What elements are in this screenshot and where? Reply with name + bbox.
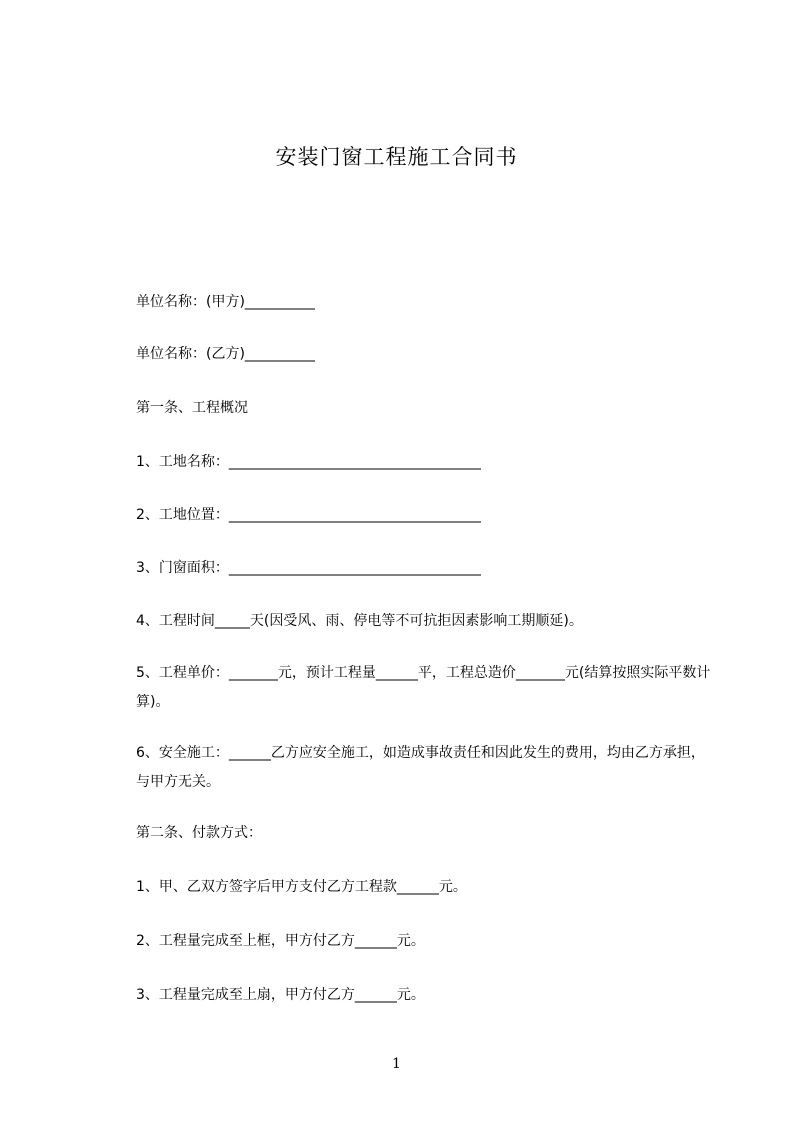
site-name-line: 1、工地名称：____________________________________ xyxy=(136,454,481,470)
article-1-heading: 第一条、工程概况 xyxy=(136,400,248,416)
payment-item-2: 2、工程量完成至上框，甲方付乙方______元。 xyxy=(136,933,425,949)
safety-paragraph: 6、安全施工：______乙方应安全施工，如造成事故责任和因此发生的费用，均由乙方承担，与甲方无关。 xyxy=(136,745,705,790)
page-number: 1 xyxy=(392,1056,401,1072)
document-title: 安装门窗工程施工合同书 xyxy=(275,145,518,169)
unit-price-paragraph: 5、工程单价：_______元，预计工程量______平，工程总造价_______元(结算按照实际平数计算)。 xyxy=(136,665,711,710)
site-location-line: 2、工地位置：____________________________________ xyxy=(136,507,481,523)
payment-item-3: 3、工程量完成至上扇，甲方付乙方______元。 xyxy=(136,987,425,1003)
party-a-line: 单位名称：(甲方)__________ xyxy=(136,294,315,310)
article-2-heading: 第二条、付款方式： xyxy=(136,825,262,841)
window-area-line: 3、门窗面积：____________________________________ xyxy=(136,560,481,576)
party-b-line: 单位名称：(乙方)__________ xyxy=(136,346,315,362)
payment-item-1: 1、甲、乙双方签字后甲方支付乙方工程款______元。 xyxy=(136,879,467,895)
project-duration-line: 4、工程时间_____天(因受风、雨、停电等不可抗拒因素影响工期顺延)。 xyxy=(136,613,583,629)
